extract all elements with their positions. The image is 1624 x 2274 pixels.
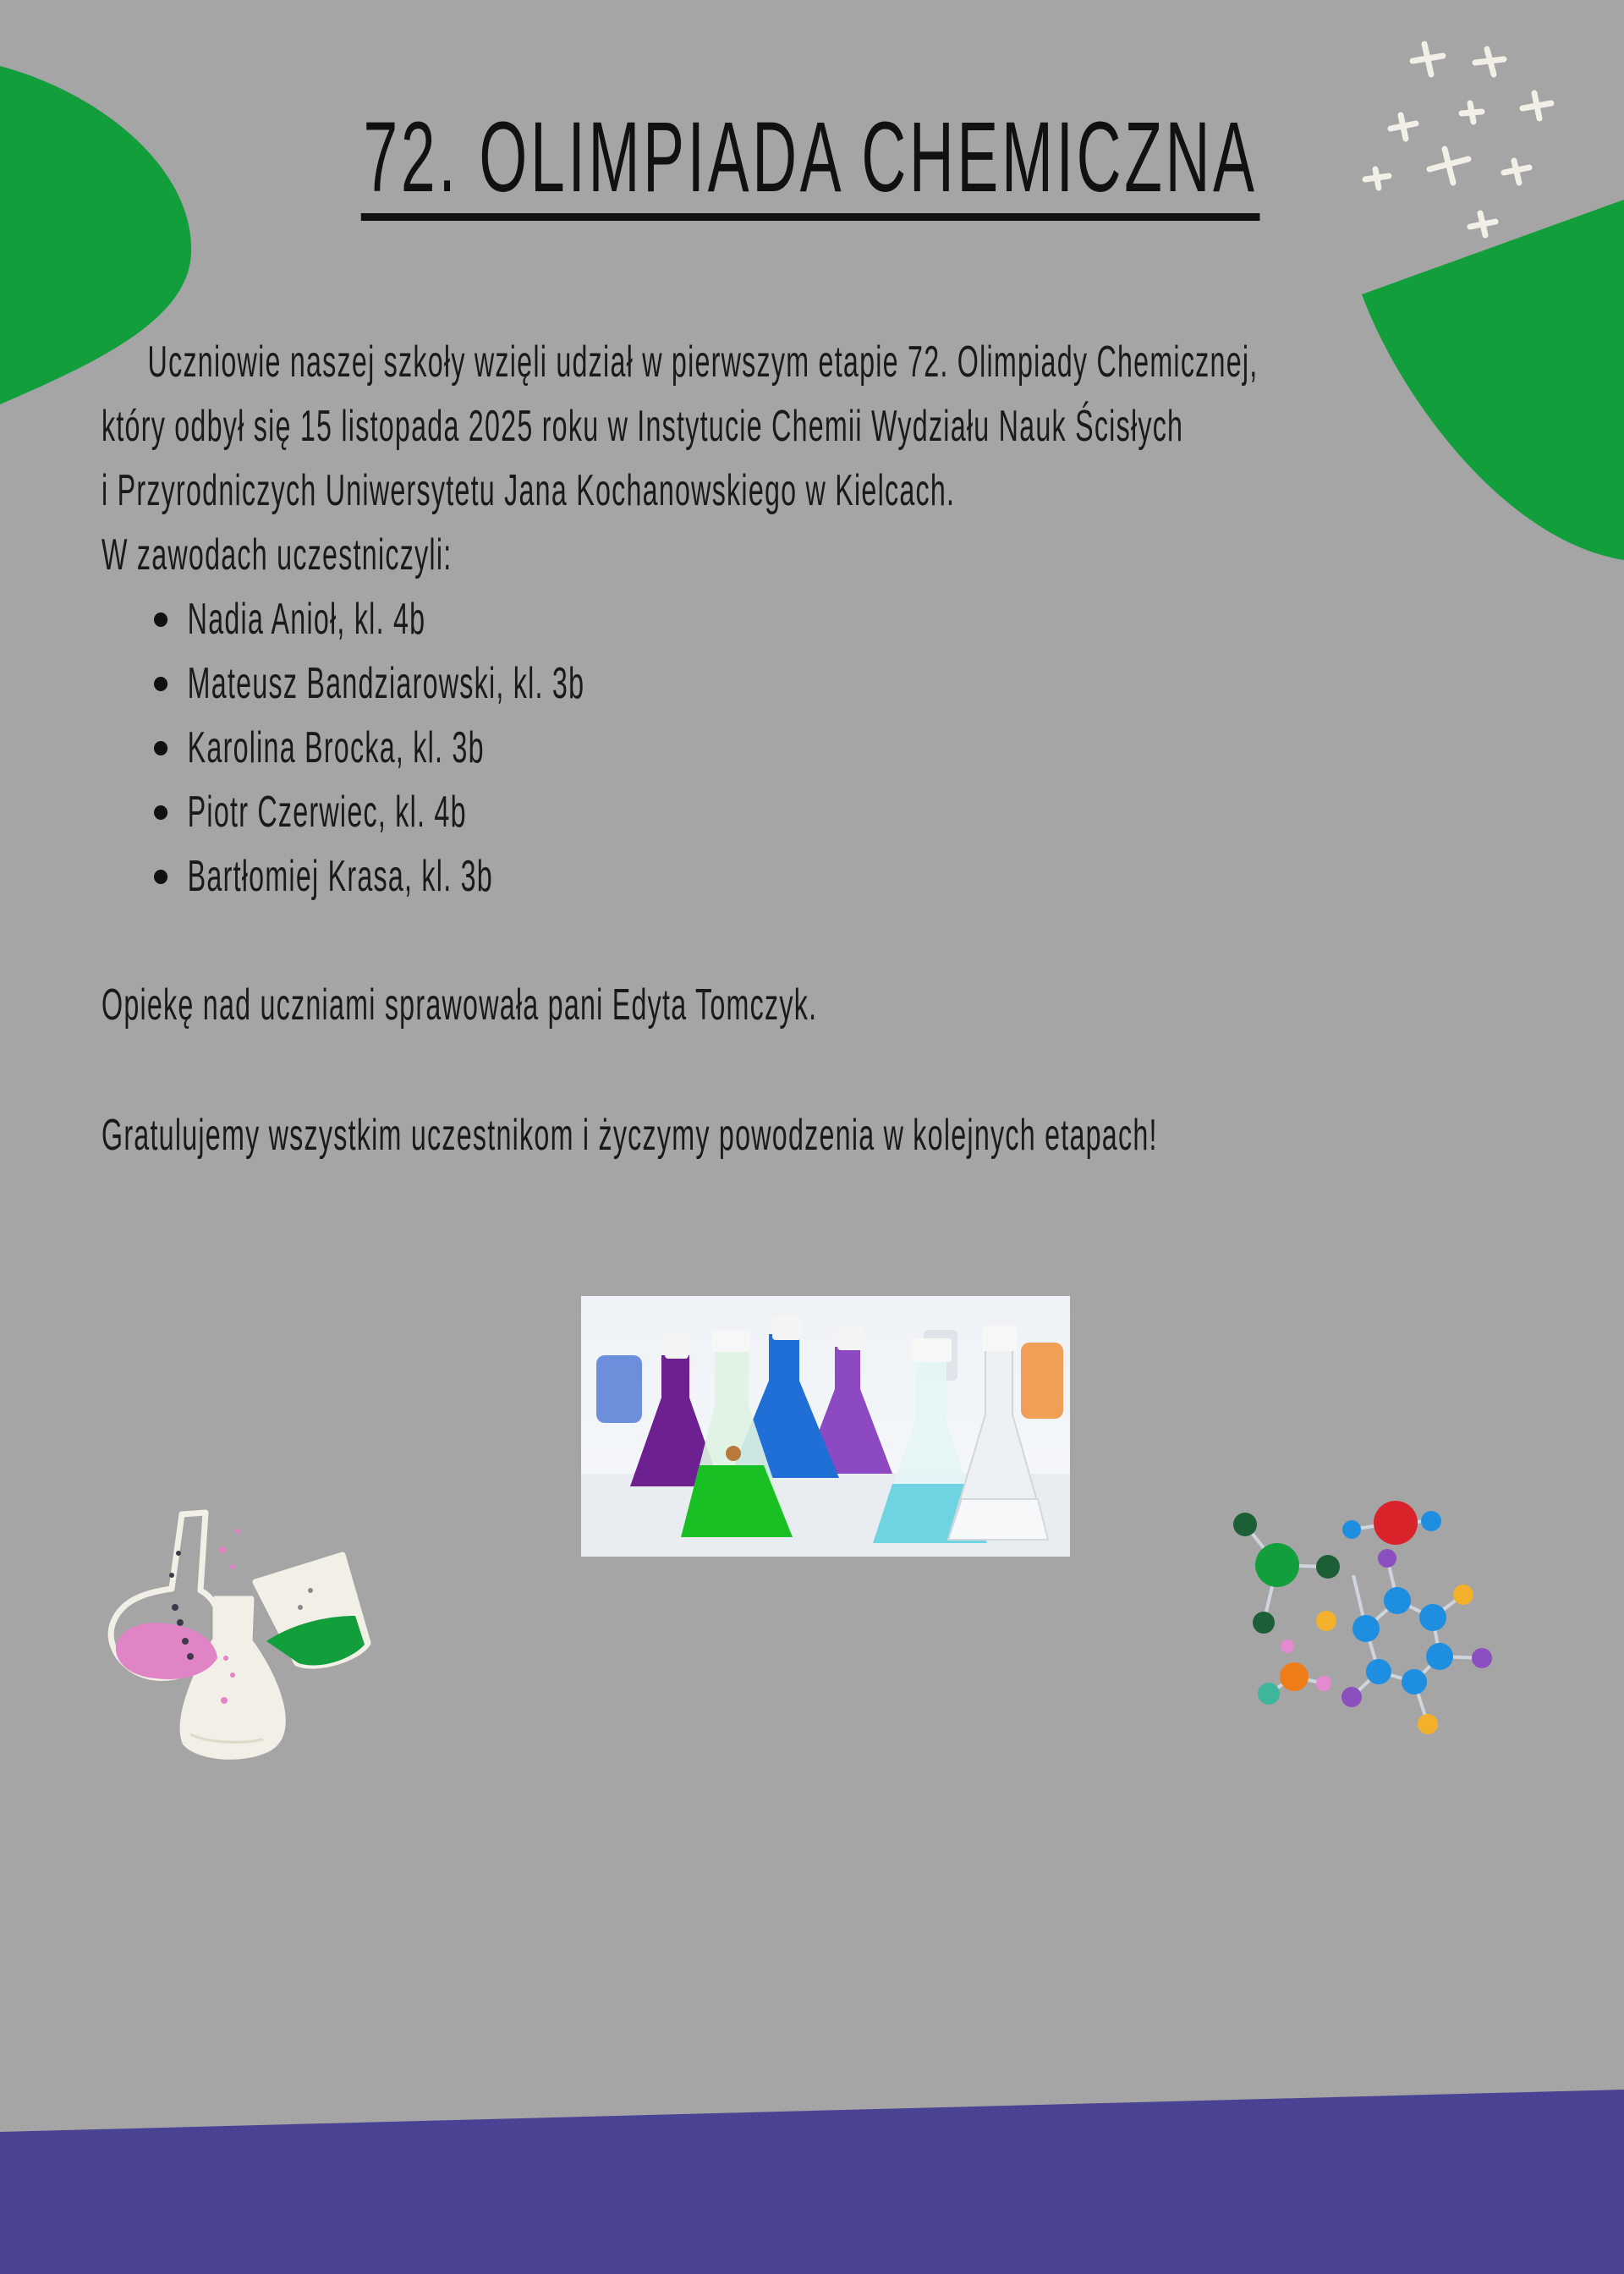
flasks-icon	[97, 1497, 385, 1768]
congratulations-text: Gratulujemy wszystkim uczestnikom i życzymy powodzenia w kolejnych etapach!	[102, 1111, 1158, 1160]
supervisor-text: Opiekę nad uczniami sprawowała pani Edyta Tomczyk.	[102, 980, 818, 1030]
lab-flasks-photo	[581, 1296, 1070, 1557]
intro-line-2: który odbył się 15 listopada 2025 roku w Instytucie Chemii Wydziału Nauk Ścisłych	[102, 402, 1184, 451]
intro-line-1: Uczniowie naszej szkoły wzięli udział w pierwszym etapie 72. Olimpiady Chemicznej,	[147, 338, 1259, 387]
participants-list	[102, 587, 1624, 909]
page-title	[307, 100, 1314, 215]
sparkles-icon	[1345, 34, 1565, 245]
intro-line-3: i Przyrodniczych Uniwersytetu Jana Kochanowskiego w Kielcach.	[102, 466, 956, 515]
page-title-text: 72. OLIMPIADA CHEMICZNA	[361, 102, 1259, 221]
list-item: Karolina Brocka, kl. 3b	[149, 716, 1624, 780]
list-item: Bartłomiej Krasa, kl. 3b	[149, 844, 1624, 909]
article-body	[102, 330, 1624, 1167]
list-item: Piotr Czerwiec, kl. 4b	[149, 780, 1624, 844]
participants-heading: W zawodach uczestniczyli:	[102, 530, 453, 579]
molecule-icon	[1226, 1480, 1514, 1743]
list-item: Nadia Anioł, kl. 4b	[149, 587, 1624, 651]
list-item: Mateusz Bandziarowski, kl. 3b	[149, 651, 1624, 716]
